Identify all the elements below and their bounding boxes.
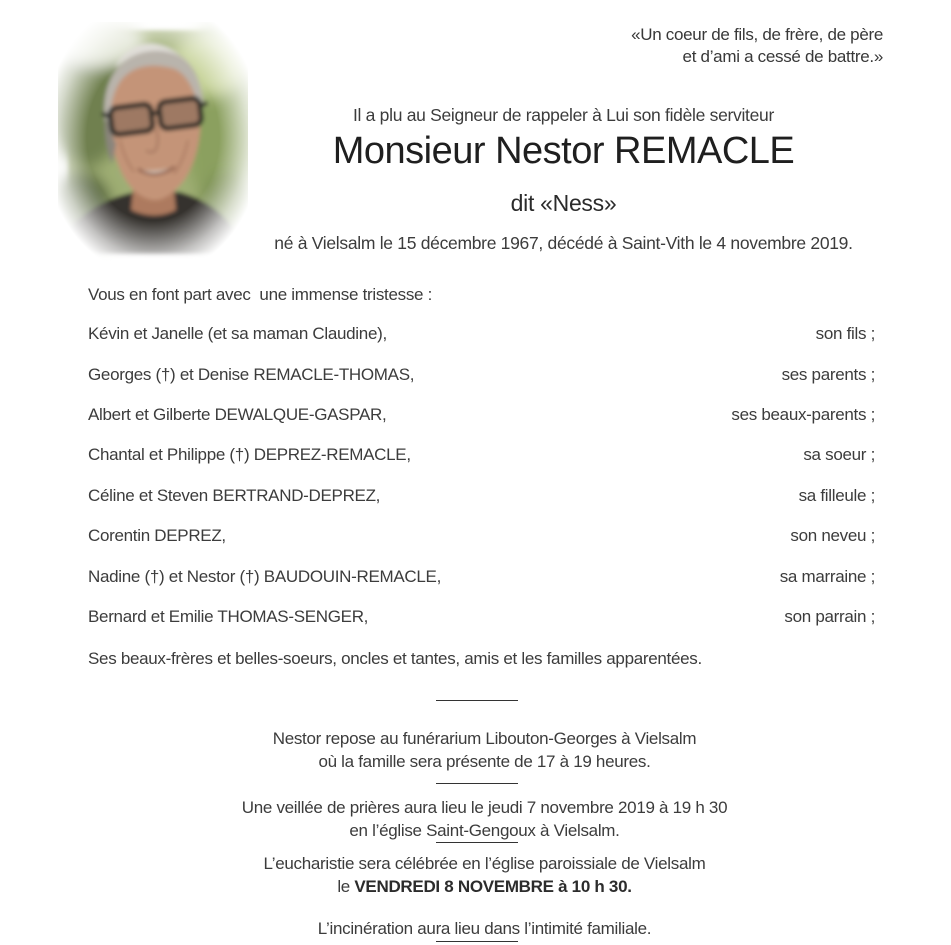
family-names: Albert et Gilberte DEWALQUE-GASPAR,	[88, 404, 387, 424]
deceased-name: Monsieur Nestor REMACLE	[332, 130, 795, 172]
eucharist-line-1: L’eucharistie sera célébrée en l’église paroissiale de Vielsalm	[263, 854, 706, 873]
family-relation: son fils ;	[815, 324, 875, 344]
family-relation: son parrain ;	[784, 606, 875, 626]
family-names: Bernard et Emilie THOMAS-SENGER,	[88, 606, 369, 626]
family-row	[88, 597, 875, 637]
quote-line-2: et d’ami a cessé de battre.»	[682, 47, 883, 66]
repose-line-1: Nestor repose au funérarium Libouton-Georges à Vielsalm	[272, 729, 697, 748]
eucharist-paragraph	[0, 852, 951, 898]
family-names: Chantal et Philippe (†) DEPREZ-REMACLE,	[88, 445, 411, 465]
family-row	[88, 516, 875, 556]
family-relation: sa marraine ;	[779, 566, 875, 586]
quote-line-1: «Un coeur de fils, de frère, de père	[631, 25, 883, 44]
family-names: Georges (†) et Denise REMACLE-THOMAS,	[88, 364, 415, 384]
repose-paragraph	[0, 727, 951, 773]
section-divider	[436, 842, 518, 843]
family-row	[88, 435, 875, 475]
repose-line-2: où la famille sera présente de 17 à 19 heures.	[318, 752, 651, 771]
family-relation: sa soeur ;	[803, 445, 875, 465]
family-relation: ses parents ;	[781, 364, 875, 384]
family-row	[88, 556, 875, 596]
family-names: Corentin DEPREZ,	[88, 526, 226, 546]
announcement-intro: Vous en font part avec une immense tristesse :	[88, 285, 433, 304]
section-divider	[436, 700, 518, 701]
family-names: Céline et Steven BERTRAND-DEPREZ,	[88, 485, 381, 505]
memorial-quote	[631, 24, 883, 68]
cremation-line: L’incinération aura lieu dans l’intimité familiale.	[317, 919, 652, 938]
family-row	[88, 395, 875, 435]
family-closing-line: Ses beaux-frères et belles-soeurs, oncles et tantes, amis et les familles apparentées.	[88, 649, 702, 668]
birth-death-line: né à Vielsalm le 15 décembre 1967, décédé à Saint-Vith le 4 novembre 2019.	[274, 233, 853, 253]
family-names: Nadine (†) et Nestor (†) BAUDOUIN-REMACLE,	[88, 566, 441, 586]
section-divider	[436, 783, 518, 784]
section-divider-partial	[436, 941, 518, 942]
vigil-paragraph	[0, 796, 951, 842]
deceased-nickname: dit «Ness»	[510, 190, 617, 216]
eucharist-line-2	[18, 875, 951, 898]
eucharist-line-2-bold: VENDREDI 8 NOVEMBRE à 10 h 30.	[354, 877, 632, 896]
family-row	[88, 314, 875, 354]
religious-intro: Il a plu au Seigneur de rappeler à Lui son fidèle serviteur	[352, 105, 775, 125]
vigil-line-1: Une veillée de prières aura lieu le jeudi 7 novembre 2019 à 19 h 30	[241, 798, 728, 817]
family-row	[88, 354, 875, 394]
vigil-line-2: en l’église Saint-Gengoux à Vielsalm.	[349, 821, 620, 840]
eucharist-line-2-prefix: le	[337, 877, 355, 896]
family-list	[88, 314, 875, 637]
family-row	[88, 476, 875, 516]
family-names: Kévin et Janelle (et sa maman Claudine),	[88, 324, 387, 344]
family-relation: sa filleule ;	[798, 485, 875, 505]
family-relation: son neveu ;	[790, 526, 875, 546]
family-relation: ses beaux-parents ;	[731, 404, 875, 424]
